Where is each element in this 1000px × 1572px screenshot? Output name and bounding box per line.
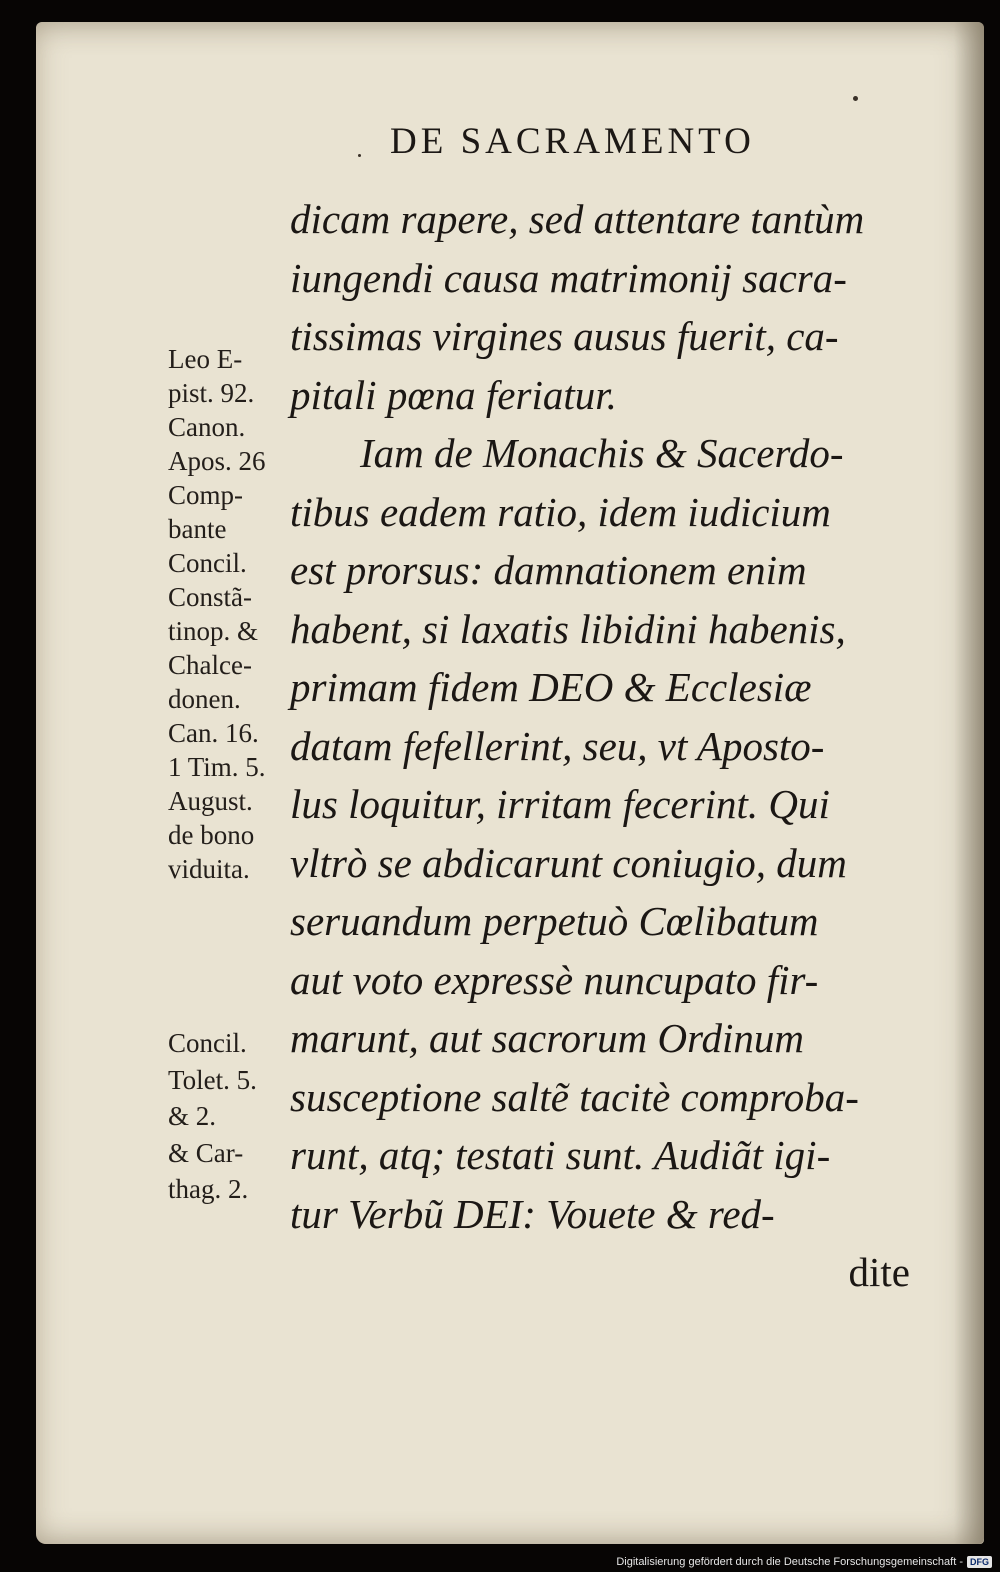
body-line: aut voto expressè nuncupato fir- xyxy=(290,956,819,1003)
body-line: seruandum perpetuò Cœlibatum xyxy=(290,898,819,944)
margin-notes-upper xyxy=(168,342,298,886)
margin-note: thag. 2. xyxy=(168,1174,249,1204)
dfg-logo-icon: DFG xyxy=(967,1556,992,1568)
paper-speck xyxy=(358,154,361,157)
margin-note: Apos. 26 xyxy=(168,446,266,476)
margin-note: Constã- xyxy=(168,582,252,612)
margin-note: & 2. xyxy=(168,1101,217,1131)
paper-speck xyxy=(853,96,858,101)
body-line: est prorsus: damnationem enim xyxy=(290,547,807,593)
body-line: iungendi causa matrimonij sacra- xyxy=(290,254,847,301)
body-line: marunt, aut sacrorum Ordinum xyxy=(290,1015,805,1061)
margin-note: tinop. & xyxy=(168,616,259,646)
catchword: dite xyxy=(848,1249,910,1295)
body-line: runt, atq; testati sunt. Audiãt igi- xyxy=(290,1132,831,1178)
body-line: datam fefellerint, seu, vt Aposto- xyxy=(290,722,825,769)
body-line: primam fidem DEO & Ecclesiæ xyxy=(290,664,812,710)
margin-note: donen. xyxy=(168,684,241,714)
body-line: pitali pœna feriatur. xyxy=(290,371,617,418)
body-line: tur Verbũ DEI: Vouete & red- xyxy=(290,1190,775,1237)
margin-note: de bono xyxy=(168,820,255,850)
margin-note: Concil. xyxy=(168,548,247,578)
body-line: tissimas virgines ausus fuerit, ca- xyxy=(290,313,839,359)
margin-note: August. xyxy=(168,786,253,816)
margin-note: & Car- xyxy=(168,1137,244,1168)
body-text xyxy=(290,190,910,1302)
margin-note: bante xyxy=(168,514,227,544)
body-line: dicam rapere, sed attentare tantùm xyxy=(290,196,865,242)
margin-note: Comp- xyxy=(168,480,244,510)
margin-note: Leo E- xyxy=(168,344,243,374)
margin-note: Concil. xyxy=(168,1028,247,1058)
margin-note: viduita. xyxy=(168,854,250,884)
margin-note: 1 Tim. 5. xyxy=(168,752,266,782)
body-line: vltrò se abdicarunt coniugio, dum xyxy=(290,839,847,886)
body-line: tibus eadem ratio, idem iudicium xyxy=(290,488,831,535)
margin-notes-lower xyxy=(168,1025,298,1208)
running-head: DE SACRAMENTO xyxy=(390,121,755,162)
page-edge-shadow xyxy=(954,22,984,1544)
margin-note: pist. 92. xyxy=(168,378,255,408)
margin-note: Tolet. 5. xyxy=(168,1064,257,1095)
footer-text: Digitalisierung gefördert durch die Deutsche Forschungsgemeinschaft - xyxy=(616,1556,963,1568)
body-line: habent, si laxatis libidini habenis, xyxy=(290,605,846,652)
body-line: susceptione saltẽ tacitè comproba- xyxy=(290,1073,859,1120)
margin-note: Canon. xyxy=(168,412,246,442)
body-line: lus loquitur, irritam fecerint. Qui xyxy=(290,781,830,827)
margin-note: Can. 16. xyxy=(168,718,259,748)
margin-note: Chalce- xyxy=(168,650,252,680)
body-line: Iam de Monachis & Sacerdo- xyxy=(360,430,844,476)
digitization-footer xyxy=(616,1556,992,1568)
